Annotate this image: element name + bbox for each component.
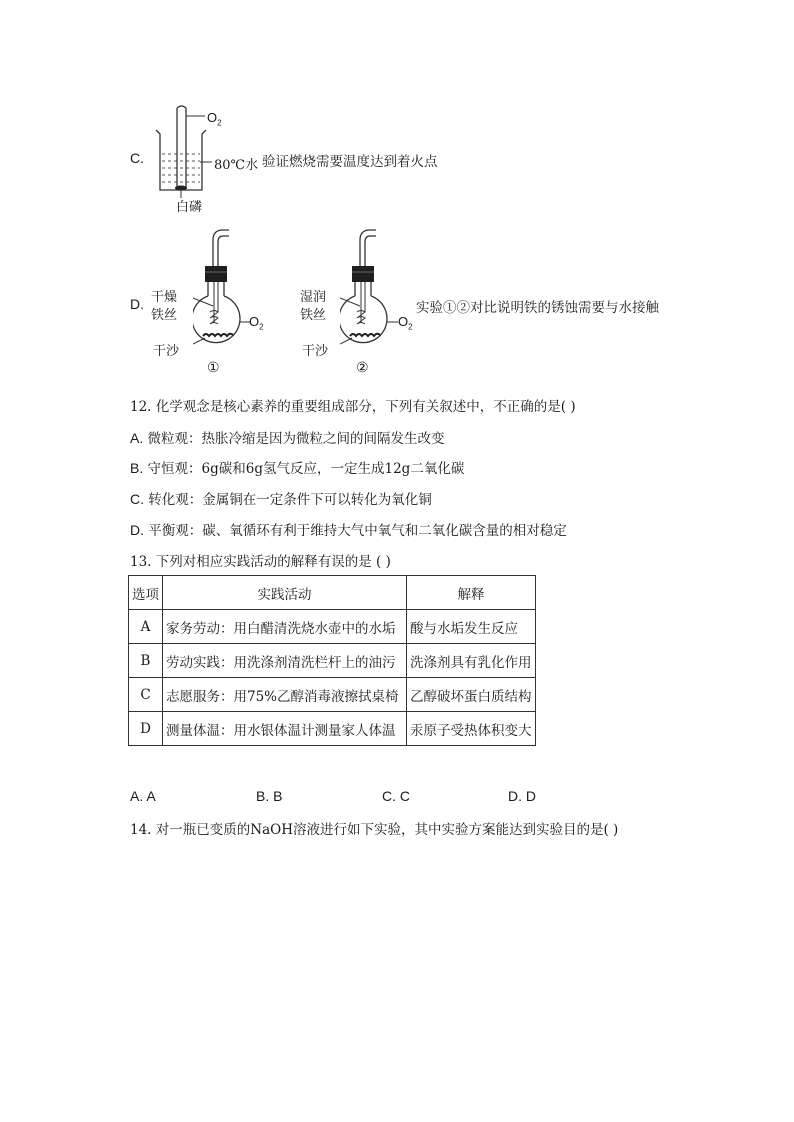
q13-stem: 13. 下列对相应实践活动的解释有误的是 ( ) xyxy=(130,554,391,570)
table-row xyxy=(129,610,536,644)
table-cell: B xyxy=(129,644,163,678)
q12-option-d: D. 平衡观：碳、氧循环有利于维持大气中氧气和二氧化碳含量的相对稳定 xyxy=(130,522,567,539)
table-cell: C xyxy=(129,678,163,712)
q14-stem: 14. 对一瓶已变质的NaOH溶液进行如下实验，其中实验方案能达到实验目的是( ) xyxy=(130,822,619,838)
flask-1-o2-label: $O_2$ xyxy=(249,314,264,332)
table-cell: A xyxy=(129,610,163,644)
table-cell: 劳动实践：用洗涤剂清洗栏杆上的油污 xyxy=(163,644,407,678)
table-cell: 家务劳动：用白醋清洗烧水壶中的水垢 xyxy=(163,610,407,644)
flask-2-label-line2: 铁丝 xyxy=(300,308,327,323)
flask-2-o2-label: $O_2$ xyxy=(398,314,413,332)
table-header-row xyxy=(129,576,536,610)
option-d-statement: 实验①②对比说明铁的锈蚀需要与水接触 xyxy=(416,300,659,316)
flask-1-number: ① xyxy=(207,360,220,376)
q13-answer-b: B. B xyxy=(256,788,283,804)
option-d-letter: D. xyxy=(130,296,144,312)
table-header: 解释 xyxy=(407,576,536,610)
q13-table xyxy=(128,575,536,746)
q13-answer-a: A. A xyxy=(130,788,156,804)
table-header: 实践活动 xyxy=(163,576,407,610)
q12-option-a: A. 微粒观：热胀冷缩是因为微粒之间的间隔发生改变 xyxy=(130,430,445,447)
table-cell: 洗涤剂具有乳化作用 xyxy=(407,644,536,678)
flask-1-figure xyxy=(193,226,265,356)
table-row xyxy=(129,678,536,712)
table-header: 选项 xyxy=(129,576,163,610)
table-cell: 酸与水垢发生反应 xyxy=(407,610,536,644)
flask-2-number: ② xyxy=(356,360,369,376)
q13-answer-c: C. C xyxy=(382,788,410,804)
flask-1-label-line2: 铁丝 xyxy=(151,308,178,323)
table-row xyxy=(129,644,536,678)
flask-2-sand-label: 干沙 xyxy=(302,344,329,359)
table-cell: 测量体温：用水银体温计测量家人体温 xyxy=(163,712,407,746)
option-c-letter: C. xyxy=(130,150,144,166)
table-cell: D xyxy=(129,712,163,746)
table-cell: 乙醇破坏蛋白质结构 xyxy=(407,678,536,712)
flask-1-label-line1: 干燥 xyxy=(151,290,178,305)
flask-2-label-line1: 湿润 xyxy=(300,290,327,305)
q13-answer-d: D. D xyxy=(508,788,536,804)
white-phosphorus-label: 白磷 xyxy=(176,200,203,215)
water-temperature-label: 80℃水 xyxy=(214,158,259,173)
table-row xyxy=(129,712,536,746)
option-c-statement: 验证燃烧需要温度达到着火点 xyxy=(262,154,438,170)
o2-label: $O_2$ xyxy=(207,110,222,128)
q12-stem: 12. 化学观念是核心素养的重要组成部分，下列有关叙述中，不正确的是( ) xyxy=(130,399,576,415)
table-cell: 志愿服务：用75%乙醇消毒液擦拭桌椅 xyxy=(163,678,407,712)
q12-option-b: B. 守恒观：6g碳和6g氢气反应，一定生成12g二氧化碳 xyxy=(130,460,465,477)
table-cell: 汞原子受热体积变大 xyxy=(407,712,536,746)
flask-1-sand-label: 干沙 xyxy=(153,344,180,359)
flask-2-figure xyxy=(340,226,412,356)
q12-option-c: C. 转化观：金属铜在一定条件下可以转化为氧化铜 xyxy=(130,491,432,508)
